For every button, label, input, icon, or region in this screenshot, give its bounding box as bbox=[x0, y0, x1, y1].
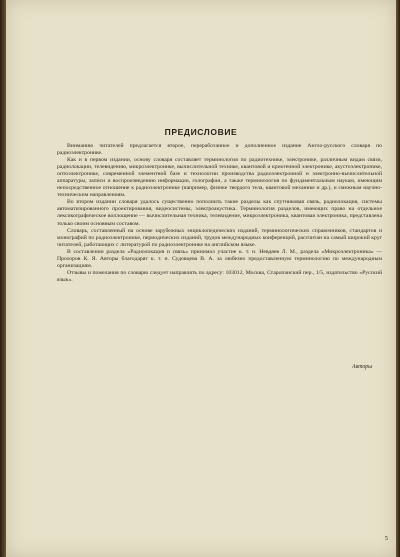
paragraph: Отзывы и пожелания по словарю следует направлять по адресу: 103012, Москва, Старопанский пер., 1/5, издательство «Русский язык». bbox=[57, 269, 382, 283]
paragraph: Вниманию читателей предлагается второе, переработанное и дополненное издание Англо-русского словаря по радиоэлектронике. bbox=[57, 143, 382, 157]
paragraph: Как и в первом издании, основу словаря составляет терминология по радиотехнике, электронике, различным видам связи, радиолокации, телевидению, микроэлектронике, вычислительной технике, квантовой и криогенной электронике, акустоэлектронике, оптоэлектронике, современной элементной базе и технологии производства радиоэлектронной и электронно-вычислительной аппаратуры, записи и воспроизведению информации, голографии, а также терминология по фундаментальным наукам, имеющим непосредственное отношение к радиоэлектронике (например, физике твердого тела, квантовой механике и др.), и смежным научно-техническим направлениям. bbox=[57, 157, 382, 199]
author-signature: Авторы bbox=[352, 364, 372, 370]
paragraph: Во втором издании словаря удалось существенно пополнить такие разделы как спутниковая связь, радиолокация, системы автоматизированного проектирования, видеосистемы, электроакустика. Терминология разделов, имеющих право на отдельное лексикографическое воплощение — вычислительная техника, телевидение, микроэлектроника, квантовая электроника, представлена только своим основным составом. bbox=[57, 199, 382, 227]
paragraph: В составлении раздела «Радиолокация и связь» принимал участие к. т. н. Невдяев Л. М., раздела «Микроэлектроника» — Прохоров К. Я. Авторы благодарят к. т. н. Судовцева В. А. за любезно предоставленную терминологию по международным организациям. bbox=[57, 248, 382, 269]
page-number: 5 bbox=[384, 535, 388, 542]
scan-right-edge bbox=[396, 0, 400, 557]
book-page bbox=[6, 0, 396, 557]
preface-body bbox=[57, 143, 382, 284]
page-title: ПРЕДИСЛОВИЕ bbox=[164, 127, 238, 137]
paragraph: Словарь, составленный на основе зарубежных энциклопедических изданий, терминологических справочников, стандартов и монографий по радиоэлектронике, периодических изданий, трудов международных конференций, рассчитан на самый широкий круг читателей, работающих с литературой по радиоэлектронике на английском языке. bbox=[57, 227, 382, 248]
